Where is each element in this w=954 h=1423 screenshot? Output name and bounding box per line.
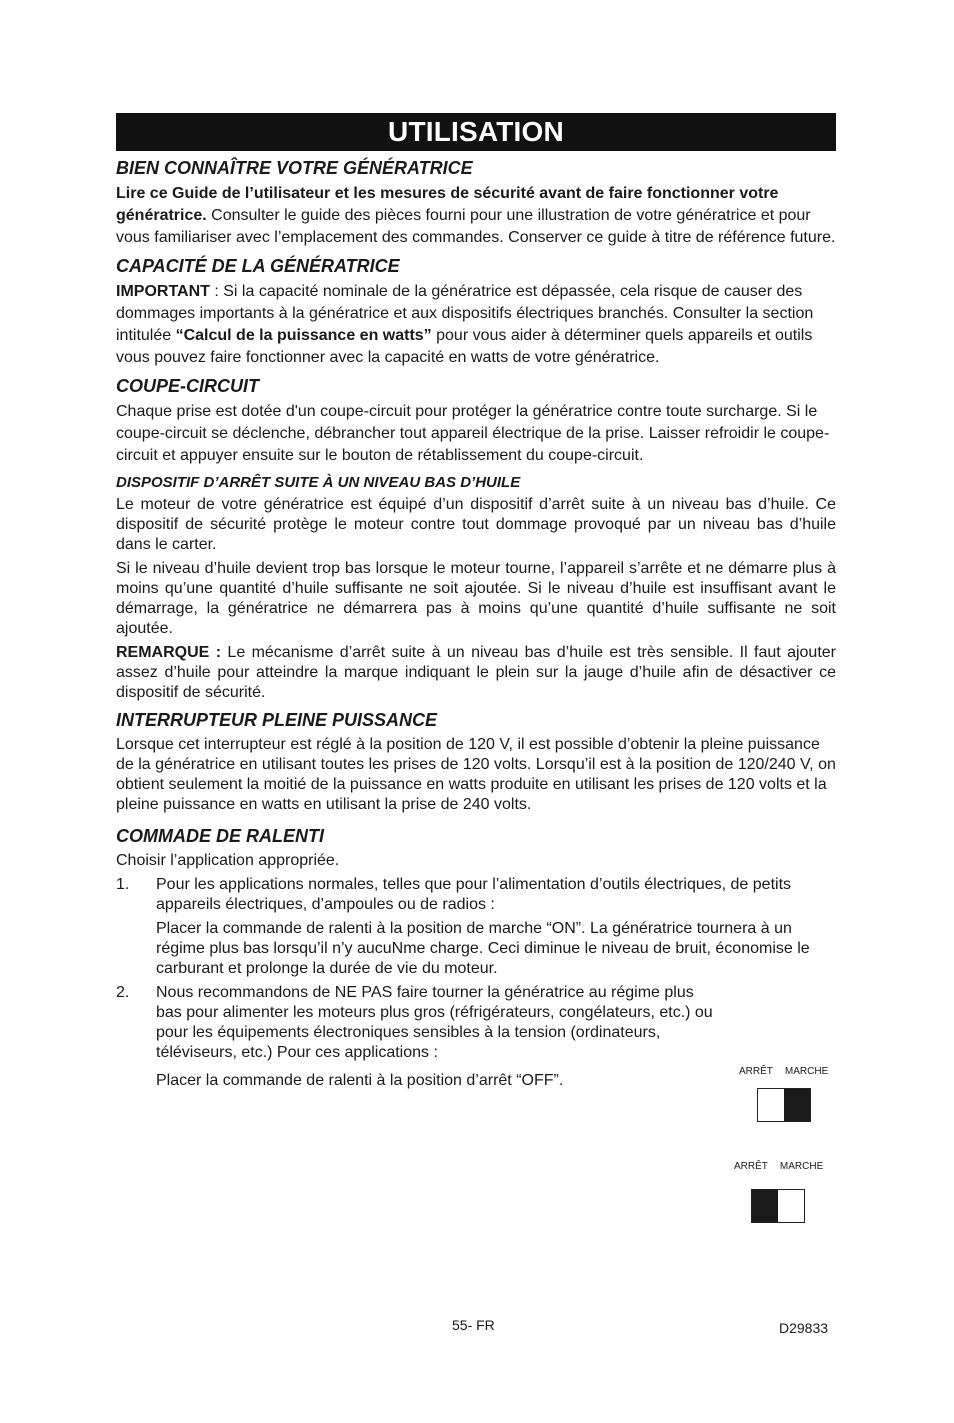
bold-lead: Lire ce Guide de l’utilisateur et les mesures de sécurité avant de faire fonctionner votre génératrice. <box>116 185 779 224</box>
page-content <box>116 113 836 1095</box>
page-number: 55- FR <box>452 1317 495 1333</box>
heading-know-generator: BIEN CONNAÎTRE VOTRE GÉNÉRATRICE <box>116 158 473 178</box>
section-banner: UTILISATION <box>116 113 836 151</box>
list-item: 1. Pour les applications normales, telles que pour l’alimentation d’outils électriques, de petits appareils électriques, d’ampoules ou de radios : <box>116 876 792 913</box>
cross-reference: “Calcul de la puissance en watts” <box>175 327 432 344</box>
heading-breaker: COUPE-CIRCUIT <box>116 376 259 396</box>
switch-on-label: MARCHE <box>779 1161 824 1172</box>
heading-low-oil: DISPOSITIF D’ARRÊT SUITE À UN NIVEAU BAS D’HUILE <box>116 474 521 491</box>
paragraph-idle-intro: Choisir l’application appropriée. <box>116 852 340 869</box>
heading-idle-control: COMMADE DE RALENTI <box>116 826 324 846</box>
switch-on-label: MARCHE <box>784 1066 829 1077</box>
paragraph-full-power: Lorsque cet interrupteur est réglé à la position de 120 V, il est possible d’obtenir la pleine puissance de la génératrice en utilisant toutes les prises de 120 volts. Lorsqu’il est à la position de 120/240 V, on obtient seulement la moitié de la puissance en watts produite en utilisant les prises de 120 volts et la pleine puissance en watts en utilisant la prise de 240 volts. <box>116 736 836 813</box>
paragraph-low-oil-1: Le moteur de votre génératrice est équipé d’un dispositif d’arrêt suite à un niveau bas d’huile. Ce dispositif de sécurité protège le moteur contre tout dommage provoqué par un niveau bas d’huile dans le carter. <box>116 496 836 553</box>
paragraph-know-generator: Lire ce Guide de l’utilisateur et les mesures de sécurité avant de faire fonctionner votre génératrice. Consulter le guide des pièces fourni pour une illustration de votre génératrice et pour vous familiariser avec l’emplacement des commandes. Conserver ce guide à titre de référence future. <box>116 185 836 246</box>
list-item-instruction: Placer la commande de ralenti à la position d’arrêt “OFF”. <box>156 1072 564 1089</box>
idle-switch-on-diagram <box>739 1066 828 1077</box>
paragraph-capacity: IMPORTANT : Si la capacité nominale de la génératrice est dépassée, cela risque de causer des dommages importants à la génératrice et aux dispositifs électriques branchés. Consulter la section intitulée “Calcul de la puissance en watts” pour vous aider à déterminer quels appareils et outils vous pouvez faire fonctionner avec la capacité en watts de votre génératrice. <box>116 283 814 366</box>
list-item: 2. Nous recommandons de NE PAS faire tourner la génératrice au régime plus bas pour alimenter les moteurs plus gros (réfrigérateurs, congélateurs, etc.) ou pour les équipements électroniques sensibles à la tension (ordinateurs, téléviseurs, etc.) Pour ces applications : <box>116 984 713 1061</box>
document-code: D29833 <box>779 1320 829 1336</box>
switch-off-label: ARRÊT <box>739 1066 773 1077</box>
paragraph-low-oil-2: Si le niveau d’huile devient trop bas lorsque le moteur tourne, l’appareil s’arrête et ne démarre plus à moins qu’une quantité d’huile suffisante ne soit ajoutée. Si le niveau d’huile est insuffisant avant le démarrage, la génératrice ne démarrera pas à moins qu’une quantité d’huile suffisante ne soit ajoutée. <box>116 560 836 637</box>
switch-off-label: ARRÊT <box>734 1161 768 1172</box>
rocker-switch-on-icon <box>757 1088 811 1122</box>
paragraph-breaker: Chaque prise est dotée d'un coupe-circuit pour protéger la génératrice contre toute surcharge. Si le coupe-circuit se déclenche, débrancher tout appareil électrique de la prise. Laisser refroidir le coupe-circuit et appuyer ensuite sur le bouton de rétablissement du coupe-circuit. <box>116 403 830 464</box>
heading-capacity: CAPACITÉ DE LA GÉNÉRATRICE <box>116 256 400 276</box>
rocker-switch-off-icon <box>751 1189 805 1223</box>
paragraph-low-oil-note: REMARQUE : Le mécanisme d’arrêt suite à un niveau bas d’huile est très sensible. Il faut ajouter assez d’huile pour atteindre la marque indiquant le plein sur la jauge d’huile afin de désactiver ce dispositif de sécurité. <box>116 644 837 701</box>
heading-full-power: INTERRUPTEUR PLEINE PUISSANCE <box>116 710 438 730</box>
idle-switch-off-diagram <box>734 1161 823 1172</box>
list-item-instruction: Placer la commande de ralenti à la position de marche “ON”. La génératrice tournera à un régime plus bas lorsqu’il n’y aucuNme charge. Ceci diminue le niveau de bruit, économise le carburant et prolonge la durée de vie du moteur. <box>156 920 810 977</box>
